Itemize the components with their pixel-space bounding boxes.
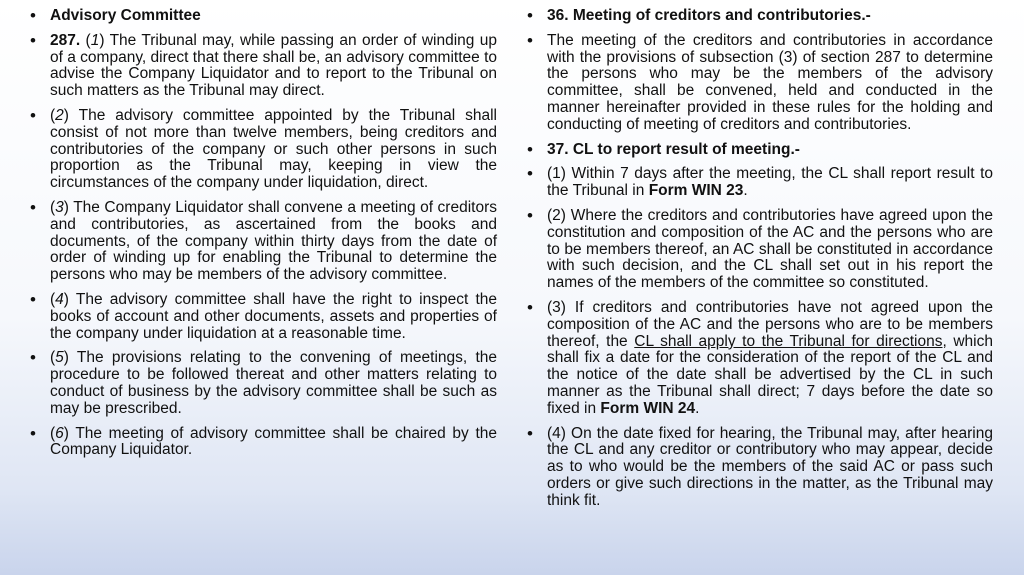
list-item: • (2) The advisory committee appointed by the Tribunal shall consist of not more than twelve members, being creditors and contributories of the company or such other persons in such proportion as the Tribunal may, keeping in view the circumstances of the company under liquidation, direct. [30, 108, 497, 192]
list-item: • (6) The meeting of advisory committee shall be chaired by the Company Liquidator. [30, 426, 497, 460]
item-text: (4) On the date fixed for hearing, the Tribunal may, after hearing the CL and any creditor or contributory who may appear, decide as to who would be the members of the said AC or pass such orders or give such directions in the matter, as the Tribunal may think fit. [547, 424, 993, 509]
list-item: • (5) The provisions relating to the convening of meetings, the procedure to be followed thereat and other matters relating to conduct of business by the advisory committee shall be such as may be prescribed. [30, 350, 497, 417]
list-item: • (3) The Company Liquidator shall convene a meeting of creditors and contributories, as ascertained from the books and documents, of the company within thirty days from the date of order of winding up for enabling the Tribunal to determine the persons who may be members of the advisory committee. [30, 200, 497, 284]
rule-36-text [527, 33, 993, 134]
left-bullet-list [30, 8, 497, 459]
subsection-number: 1 [90, 31, 100, 49]
subsection-number: 4 [55, 290, 64, 308]
list-item: • (4) The advisory committee shall have the right to inspect the books of account and other documents, assets and properties of the company under liquidation at a reasonable time. [30, 292, 497, 342]
subsection-number: 6 [55, 424, 64, 442]
rule-36-heading [527, 8, 993, 25]
punctuation: . [743, 182, 748, 200]
heading-text: 36. Meeting of creditors and contributories.- [547, 7, 871, 24]
list-item [527, 426, 993, 510]
item-text: The advisory committee shall have the right to inspect the books of account and other documents, assets and properties of the company under liquidation at a reasonable time. [50, 290, 497, 342]
form-reference: Form WIN 24 [600, 399, 696, 417]
list-item [527, 208, 993, 292]
list-item [527, 300, 993, 418]
subsection-number: 5 [55, 349, 64, 367]
item-text: , which shall fix a date for the consideration of the report of the CL and the notice of the date shall be advertised by the CL in such manner as the Tribunal shall direct; 7 days before the date so fixed in [547, 332, 993, 417]
item-text: The meeting of advisory committee shall be chaired by the Company Liquidator. [50, 424, 497, 459]
subsection-number: 3 [55, 198, 64, 216]
right-column [527, 8, 993, 518]
left-column [30, 8, 497, 467]
item-text: The meeting of the creditors and contributories in accordance with the provisions of subsection (3) of section 287 to determine the persons who may be the members of the advisory committee, shall be convened, held and conducted in the manner hereinafter provided in these rules for the holding and conducting of meeting of creditors and contributories. [547, 31, 993, 133]
item-text: The Company Liquidator shall convene a meeting of creditors and contributories, as ascertained from the books and documents, of the company within thirty days from the date of order of winding up for enabling the Tribunal to determine the persons who may be members of the advisory committee. [50, 198, 497, 284]
item-text: The advisory committee appointed by the Tribunal shall consist of not more than twelve members, being creditors and contributories of the company or such other persons in such proportion as the Tribunal may, keeping in view the circumstances of the company under liquidation, direct. [50, 106, 497, 192]
list-item: • 287. (1) The Tribunal may, while passing an order of winding up of a company, direct that there shall be, an advisory committee to advise the Company Liquidator and to report to the Tribunal on such matters as the Tribunal may direct. [30, 33, 497, 100]
subsection-number: 2 [55, 106, 64, 124]
section-number: 287. [50, 31, 81, 49]
item-text: The provisions relating to the convening of meetings, the procedure to be followed thereat and other matters relating to conduct of business by the advisory committee shall be such as may be prescribed. [50, 349, 497, 417]
item-text: The Tribunal may, while passing an order of winding up of a company, direct that there shall be, an advisory committee to advise the Company Liquidator and to report to the Tribunal on such matters as the Tribunal may direct. [50, 31, 498, 100]
right-bullet-list [527, 8, 993, 510]
item-text: (2) Where the creditors and contributories have agreed upon the constitution and composition of the AC and the persons who are to be members thereof, an AC shall be constituted in accordance with such decision, and the CL shall set out in his report the names of the members of the committee so constituted. [547, 206, 993, 292]
list-item [527, 166, 993, 200]
rule-37-heading [527, 142, 993, 159]
punctuation: . [695, 399, 700, 417]
form-reference: Form WIN 23 [648, 182, 744, 200]
underlined-phrase: CL shall apply to the Tribunal for directions [634, 332, 943, 350]
item-text: (3) If creditors and contributories have not agreed upon the composition of the AC and the persons who are to be members thereof, the [547, 298, 993, 350]
item-text: (1) Within 7 days after the meeting, the CL shall report result to the Tribunal in [547, 165, 993, 200]
heading-text: Advisory Committee [50, 7, 201, 24]
advisory-committee-heading [30, 8, 497, 25]
heading-text: 37. CL to report result of meeting.- [547, 140, 800, 158]
